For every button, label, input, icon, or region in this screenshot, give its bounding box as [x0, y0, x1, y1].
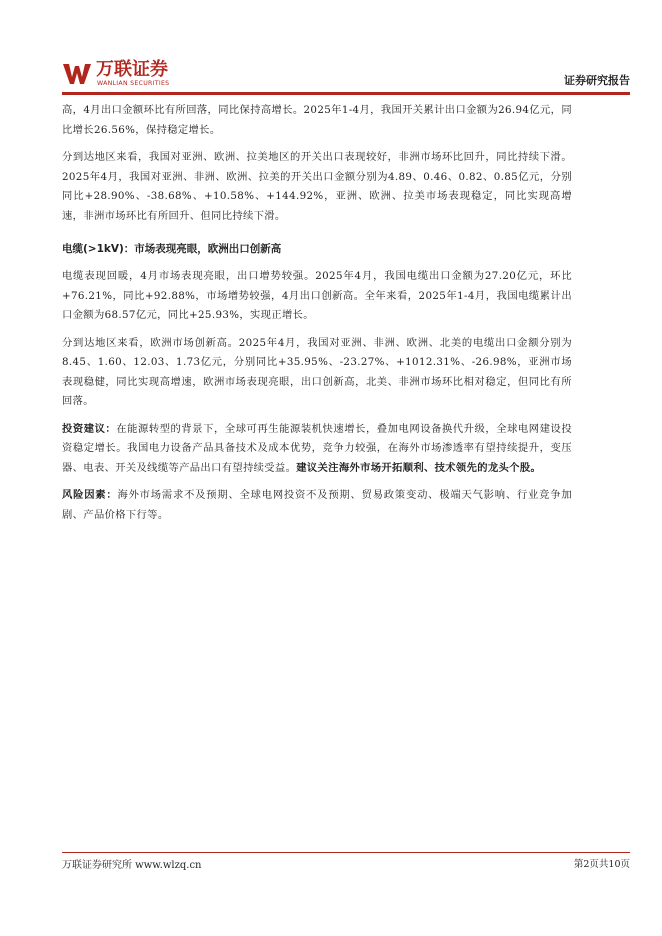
- report-body: [62, 101, 572, 533]
- paragraph-switch-summary: 高，4月出口金额环比有所回落，同比保持高增长。2025年1-4月，我国开关累计出口金额为26.94亿元，同比增长26.56%，保持稳定增长。: [62, 104, 572, 136]
- section-heading-cable: 电缆(>1kV)：市场表现亮眼，欧洲出口创新高: [62, 243, 282, 255]
- page-header: [62, 60, 630, 90]
- paragraph-cable-summary: 电缆表现回暖，4月市场表现亮眼，出口增势较强。2025年4月，我国电缆出口金额为27.20亿元，环比+76.21%，同比+92.88%，市场增势较强，4月出口创新高。全年来看，2025年1-4月，我国电缆累计出口金额为68.57亿元，同比+25.93%，实现正增长。: [62, 270, 572, 321]
- paragraph-risk-factors: [62, 486, 572, 525]
- report-type-label: 证券研究报告: [564, 74, 630, 87]
- investment-advice-text: 在能源转型的背景下，全球可再生能源装机快速增长，叠加电网设备换代升级，全球电网建设投资稳定增长。我国电力设备产品具备技术及成本优势，竞争力较强，在海外市场渗透率有望持续提升，变压器、电表、开关及线缆等产品出口有望持续受益。: [62, 422, 572, 474]
- paragraph-cable-regions: 分到达地区来看，欧洲市场创新高。2025年4月，我国对亚洲、非洲、欧洲、北美的电缆出口金额分别为8.45、1.60、12.03、1.73亿元，分别同比+35.95%、-23.27%、+1012.31%、-26.98%，亚洲市场表现稳健，同比实现高增速，欧洲市场表现亮眼，出口创新高，北美、非洲市场环比相对稳定，但同比有所回落。: [62, 336, 572, 407]
- paragraph-switch-regions: 分到达地区来看，我国对亚洲、欧洲、拉美地区的开关出口表现较好，非洲市场环比回升，同比持续下滑。2025年4月，我国对亚洲、非洲、欧洲、拉美的开关出口金额分别为4.89、0.46、0.82、0.85亿元，分别同比+28.90%、-38.68%、+10.58%、+144.92%，亚洲、欧洲、拉美市场表现稳定，同比实现高增速，非洲市场环比有所回升、但同比持续下滑。: [62, 151, 572, 222]
- risk-factors-text: 海外市场需求不及预期、全球电网投资不及预期、贸易政策变动、极端天气影响、行业竞争加剧、产品价格下行等。: [62, 489, 572, 521]
- footer-institute: 万联证券研究所 www.wlzq.cn: [62, 860, 202, 871]
- investment-advice-label: 投资建议：: [62, 422, 117, 435]
- logo-text-en: WANLIAN SECURITIES: [97, 80, 170, 87]
- investment-advice-highlight: 建议关注海外市场开拓顺利、技术领先的龙头个股。: [296, 461, 542, 474]
- logo-text-cn: 万联证券: [96, 59, 168, 80]
- page-number: 第2页共10页: [573, 859, 630, 870]
- company-logo: [62, 60, 192, 90]
- header-divider: [62, 92, 630, 95]
- footer-divider: [62, 852, 630, 853]
- wanlian-logo-icon: [62, 62, 94, 86]
- paragraph-investment-advice: [62, 420, 572, 479]
- risk-factors-label: 风险因素：: [62, 489, 118, 501]
